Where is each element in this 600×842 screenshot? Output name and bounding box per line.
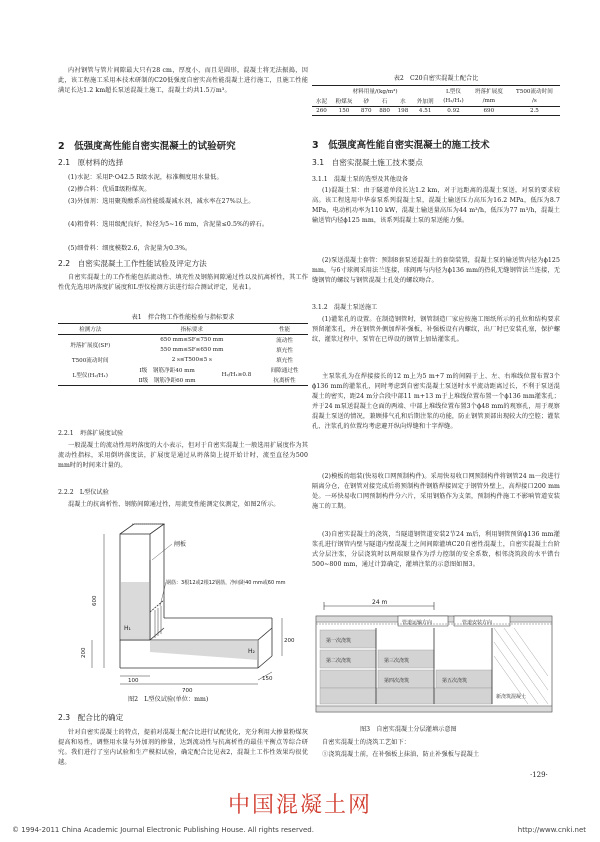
figure-2-dim-600: 600 [92, 595, 98, 606]
table-2-subheader: 外加剂 [416, 99, 434, 105]
table-2-cell: 150 [338, 108, 350, 114]
pouring-process-intro: 自密实混凝土的浇筑工艺如下： [322, 739, 411, 746]
intro-paragraph: 内衬钢管与管片间隙最大只有28 cm，厚度小，而且是圆形，混凝土将无法振捣，因此，该工程施工采用本技术研制的C20低强度自密实高性能混凝土进行施工，且施工性能满足长达1.2 km超长泵送混凝土施工，混凝土约共1.5万m³。 [58, 67, 308, 94]
section-3-1-1-heading: 3.1.1 混凝土泵的选型及其他设备 [312, 176, 409, 183]
table-1-grade: Ⅱ级 [138, 378, 149, 384]
section-2-heading: 2 低强度高性能自密实混凝土的试验研究 [58, 141, 236, 152]
section-2-3-paragraph: 针对自密实混凝土的特点，提前对混凝土配合比进行试配优化，充分利用大掺量粉煤灰提高和易性，调整用水量与外加剂的掺量，达到流动性与抗离析性的最佳平衡点等综合研究。我们进行了室内试验和生产模拟试验，确定配合比见表2，混凝土工作性效果均很优越。 [58, 729, 308, 766]
table-1-cell [123, 365, 212, 375]
section-2-2-paragraph: 自密实混凝土的工作性能包括流动性、填充性及钢筋间隙通过性以及抗离析性，其工作性优先选用坍落度扩展度和L型仪检测方法进行综合测试评定，见表1。 [58, 274, 308, 291]
figure-2-gate-label: 闸板 [174, 541, 187, 548]
material-cement: (1)水泥：采用P·O42.5 R级水泥，标准稠度用水量低。 [68, 174, 223, 181]
figure-2-rebar-label: 钢筋：3根12或2根12钢筋，净间距40 mm或60 mm [166, 580, 286, 586]
table-2-subheader: /mm [482, 98, 496, 104]
figure-2-dim-150: 150 [262, 676, 273, 682]
figure-3-caption: 图3 自密实混凝土分层灌填示意图 [360, 726, 457, 733]
table-2-subheader: 水泥 [315, 99, 328, 105]
figure-3-layer-1: 第一次浇筑 [326, 638, 352, 644]
figure-3-install-dir: 管道安装方向 [462, 620, 493, 626]
section-3-1-2-holes: (1)灌浆孔的设置。在制造钢管时，钢管制造厂家应按施工图纸所示的孔位和结构要求预留灌浆孔，并在钢管外侧加焊补强板，补强板设有内螺纹，出厂时已安装孔塞，保护螺纹，灌浆过程中，泵管在已焊设的钢管上加钻灌浆孔。 [312, 316, 560, 343]
material-admixture: (2)掺合料：优质Ⅱ级粉煤灰。 [68, 186, 151, 193]
section-2-2-1-paragraph: 一般混凝土的流动性用坍落度的大小表示，但对于自密实混凝土一般选用扩展度作为其流动性指标，采用倒坍落度法，扩展度是通过从坍落筒上提开始计时，流至直径为500 mm时的时间来计量的。 [58, 442, 308, 469]
figure-3-dimension: 24 m [372, 599, 388, 606]
material-coarse: (4)粗骨料：选用级配良好，粒径为5~16 mm，含泥量≤0.5%的碎石。 [68, 221, 269, 228]
table-2-cell: 4.51 [418, 108, 432, 114]
table-2-cell: 2.5 [529, 108, 539, 114]
table-1-cell [123, 375, 212, 386]
table-1-cell: 抗离析性 [273, 378, 296, 384]
table-1-cell: 流动性 [276, 338, 293, 344]
table-1 [58, 323, 308, 386]
table-1-grade: Ⅰ级 [139, 368, 148, 374]
table-1-cell: 650 mm≤SF≤750 mm [160, 337, 224, 343]
table-2-cell: 880 [379, 108, 390, 114]
material-additive: (3)外加剂：选用聚羧酸系高性能缓凝减水剂，减水率在27%以上。 [68, 198, 255, 205]
figure-2-l-box [82, 520, 302, 698]
section-2-1-heading: 2.1 原材料的选择 [58, 158, 124, 167]
figure-2-dim-700: 700 [182, 688, 193, 694]
figure-3-layer-2: 第二次浇筑 [326, 658, 352, 664]
table-1-cell: 填充性 [276, 348, 293, 354]
table-1-cell: T500流动时间 [71, 358, 109, 364]
table-1-header: 检测方法 [79, 327, 102, 333]
table-2-cell: 690 [483, 108, 495, 114]
table-2-cell: 260 [316, 108, 327, 114]
table-2-header: T500流动时间 [516, 89, 553, 95]
table-2-header: 材料用量/(kg/m³) [352, 89, 398, 95]
table-2-subheader: /s [532, 98, 537, 104]
site-watermark: 中国混凝土网 [227, 793, 372, 818]
figure-2-caption: 图2 L型仪试验(单位：mm) [128, 696, 209, 703]
table-2-subheader: 水 [400, 99, 406, 105]
table-2-subheader: 砂 [363, 99, 370, 105]
figure-3-layered-pouring [316, 594, 554, 720]
table-1-cell: 2 s≤T500≤5 s [171, 357, 212, 363]
table-1-cell: H₂/H₁≥0.8 [221, 372, 252, 378]
copyright-footer: © 1994-2011 China Academic Journal Electronic Publishing House. All rights reserved. [12, 826, 314, 834]
section-3-1-1-sleeve: (2)泵送混凝土套管：预制8套泵送混凝土的套筒装置，混凝土泵的输送管内径为ϕ125 mm，与6寸球阀采用法兰连接，球阀再与内径为ϕ136 mm的热轧无缝钢管法兰连接，无缝钢管的螺纹与钢管混凝土孔处的螺纹吻合。 [312, 257, 560, 284]
section-2-2-2-paragraph: 混凝土的抗离析性、钢筋间隙通过性，用流变性能测定仪测定，如图2所示。 [68, 501, 280, 508]
figure-2-dim-200: 200 [81, 647, 87, 658]
figure-3-transport-dir: 管道运输方向 [402, 620, 433, 626]
table-1-cell: 坍落扩展度(SF) [70, 343, 111, 349]
figure-3-new-concrete: 新浇筑混凝土 [496, 694, 527, 700]
pouring-step-1: ①浇筑混凝土前，在补强板上抹油，防止补强板与混凝土 [322, 751, 480, 758]
figure-2-h2-label: H₂ [248, 648, 255, 655]
table-1-cell: L型仪(H₂/H₁) [72, 373, 108, 379]
figure-3-layer-5: 第五次浇筑 [442, 678, 468, 684]
section-3-heading: 3 低强度高性能自密实混凝土的施工技术 [312, 140, 490, 151]
figure-3-layer-3: 第三次浇筑 [384, 658, 410, 664]
section-3-1-2-grout: 主泵浆孔为在焊接接长的12 m上为5 m+7 m的间隔于上、左、右堆线位置布置3个ϕ136 mm的灌浆孔，同时考虑到自密实混凝土泵送时水平流动距离过长，不利于泵送混凝土的密实，距24 m分合段中部11 m+13 m于上堆线位置布置一个ϕ136 mm灌浆孔；并于24 m泵送混凝土仓面的两端、中部上堆线位置布置3个ϕ48 mm的观察孔，用于观察混凝土泵送的情况，兼顾排气孔和后期注浆的功能，防止钢管顶部出现较大的空腔；灌浆孔、注浆孔的位置均考虑避开纵向焊缝和十字焊缝。 [312, 373, 560, 430]
section-2-2-1-heading: 2.2.1 坍落扩展度试验 [58, 430, 124, 437]
table-2-subheader: (H₂/H₁) [443, 98, 464, 104]
table-1-cell: 填充性 [276, 358, 293, 364]
section-2-2-2-heading: 2.2.2 L型仪试验 [58, 489, 109, 496]
table-1-cell: 550 mm≤SF≤650 mm [160, 347, 224, 353]
material-fine: (5)细骨料：细度模数2.6，含泥量为0.3%。 [68, 245, 192, 252]
section-2-2-heading: 2.2 自密实混凝土工作性能试验及评定方法 [58, 259, 207, 268]
figure-3-layer-4: 第四次浇筑 [384, 678, 410, 684]
table-2-header: 坍落扩展度 [474, 89, 503, 95]
table-1-header: 指标要求 [180, 327, 204, 333]
table-2-subheader: 石 [381, 99, 388, 105]
figure-2-dim-100: 100 [128, 678, 139, 684]
section-2-3-heading: 2.3 配合比的确定 [58, 713, 124, 722]
table-1-header: 性能 [278, 327, 291, 333]
table-1-cell: 间隙通过性 [270, 368, 299, 374]
page-number: ·129· [530, 771, 548, 779]
table-2-cell: 198 [397, 108, 409, 114]
table-2-cell: 870 [360, 108, 372, 114]
figure-2-dim-200b: 200 [284, 638, 295, 644]
table-1-spacing: 钢筋净距60 mm [153, 378, 196, 384]
section-3-1-heading: 3.1 自密实混凝土施工技术要点 [312, 158, 423, 167]
section-3-1-2-pouring: (3)自密实混凝土的浇筑，当隧道钢管道安装2节24 m后，利用钢管预留ϕ136 mm灌浆孔进行钢管内壁与隧道内壁混凝土之间间隙灌填C20自密性混凝土，自密实混凝土台阶式分层注浆，分层浇筑时以两端原量作为浮力控制的安全系数，相邻浇筑段的水平错台500~800 mm，通过计算确定，灌填注浆的示意图如图3。 [312, 531, 560, 568]
section-3-1-2-heading: 3.1.2 混凝土泵送施工 [312, 304, 378, 311]
table-1-title: 表1 拌合物工作性能检验与指标要求 [131, 314, 235, 321]
table-2-header: L型仪 [446, 89, 461, 95]
table-2-title: 表2 C20自密实混凝土配合比 [393, 75, 479, 82]
table-2-subheader: 粉煤灰 [335, 99, 353, 105]
table-1-spacing: 钢筋净距40 mm [152, 368, 195, 374]
section-3-1-2-formwork: (2)模板的组装(快易收口网预制构件)。采用快易收口网预制构件将钢管24 m一段进行隔离分仓，在钢管对接完成后将预制构件钢筋焊接固定于钢管外壁上，高焊接口200 mm处。一环快易收口网预制构件分六片，采用钢筋作为支架，预制构件施工不影响管道安装施工的工期。 [312, 473, 560, 510]
table-2-cell: 0.92 [447, 108, 460, 114]
figure-2-h1-label: H₁ [124, 625, 131, 632]
footer-url[interactable]: http://www.cnki.net [517, 826, 586, 834]
section-3-1-1-pump: (1)混凝土泵：由于隧道单段长达1.2 km，对于远距离的混凝土泵送，对泵的要求较高。该工程选用中华泰泵系列混凝土泵，混凝土输送压力高压为16.2 MPa，低压为8.7 MPa，电动机功率为110 kW，混凝土输送量高压为44 m³/h，低压为77 m³/h，混凝土输送管内径ϕ125 mm，该系列混凝土泵的泵送能力强。 [312, 187, 560, 224]
table-2 [312, 85, 560, 116]
